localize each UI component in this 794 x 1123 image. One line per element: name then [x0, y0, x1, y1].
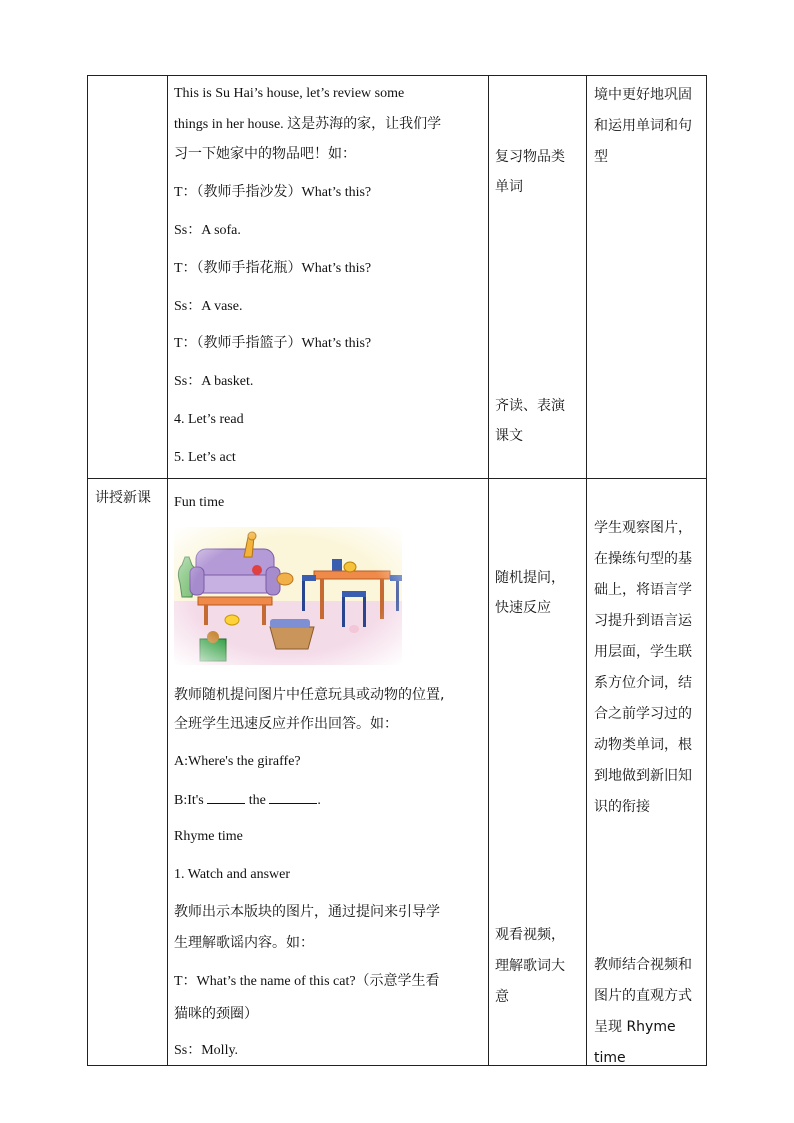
purpose-line: 境中更好地巩固: [594, 87, 692, 103]
rhyme-instruction-1: 教师出示本版块的图片，通过提问来引导学: [174, 904, 440, 920]
intro-line-3: 习一下她家中的物品吧！如：: [174, 147, 356, 162]
activity-line: 快速反应: [495, 600, 551, 616]
purpose-line: 础上，将语言学: [594, 582, 692, 598]
activity-line: 课文: [495, 428, 523, 444]
dialog-line: Ss：A sofa.: [174, 223, 241, 238]
col-divider-3: [586, 75, 587, 1065]
purpose-line: 合之前学习过的: [594, 706, 692, 722]
purpose-line: 在操练句型的基: [594, 551, 692, 567]
col-divider-2: [488, 75, 489, 1065]
dialog-line: T：（教师手指篮子）What’s this?: [174, 336, 372, 351]
row1-content: [174, 80, 482, 475]
purpose-line: 习提升到语言运: [594, 613, 692, 629]
qa-answer-start: B:It's: [174, 793, 204, 808]
answer-blank-2: [269, 792, 317, 804]
rhyme-instruction-2: 生理解歌谣内容。如：: [174, 935, 314, 951]
row1-activity-1: [495, 142, 585, 202]
purpose-line: 系方位介词，结: [594, 675, 692, 691]
watch-and-answer: 1. Watch and answer: [174, 867, 291, 882]
col-divider-0: [87, 75, 88, 1065]
activity-line: 观看视频，: [495, 927, 565, 943]
row2-purpose-1: [594, 513, 706, 823]
answer-blank-1: [207, 792, 245, 804]
row-divider: [87, 478, 707, 479]
rhyme-question-2: 猫咪的颈圈）: [174, 1006, 258, 1022]
rhyme-question-1: T：What’s the name of this cat?（示意学生看: [174, 974, 440, 989]
dialog-line: T：（教师手指花瓶）What’s this?: [174, 261, 372, 276]
rhyme-time-heading: Rhyme time: [174, 829, 243, 844]
activity-line: 意: [495, 989, 509, 1005]
col-divider-4: [706, 75, 707, 1065]
fun-time-heading: Fun time: [174, 495, 225, 510]
instruction-line-1: 教师随机提问图片中任意玩具或动物的位置,: [174, 687, 445, 703]
qa-answer-mid: the: [248, 793, 266, 808]
purpose-line: 用层面，学生联: [594, 644, 692, 660]
purpose-line: 教师结合视频和: [594, 957, 692, 973]
intro-line-1: This is Su Hai’s house, let’s review some: [174, 86, 405, 101]
step-act: 5. Let’s act: [174, 450, 236, 465]
purpose-line: 到地做到新旧知: [594, 768, 692, 784]
dialog-line: Ss：A vase.: [174, 299, 243, 314]
purpose-line: 学生观察图片，: [594, 520, 692, 536]
living-room-illustration: [174, 527, 402, 665]
illustration-fade: [174, 527, 402, 665]
row2-activity-1: [495, 563, 585, 623]
purpose-line: 呈现 Rhyme time: [594, 1019, 676, 1066]
activity-line: 单词: [495, 179, 523, 195]
qa-question: A:Where's the giraffe?: [174, 754, 301, 769]
stage-label: 讲授新课: [95, 490, 151, 506]
activity-line: 复习物品类: [495, 149, 565, 165]
activity-line: 理解歌词大: [495, 958, 565, 974]
dialog-line: Ss：A basket.: [174, 374, 254, 389]
row2-purpose-2: [594, 950, 706, 1074]
step-read: 4. Let’s read: [174, 412, 244, 427]
dialog-line: T：（教师手指沙发）What’s this?: [174, 185, 372, 200]
rhyme-answer: Ss：Molly.: [174, 1043, 239, 1058]
purpose-line: 动物类单词，根: [594, 737, 692, 753]
intro-line-2: things in her house. 这是苏海的家，让我们学: [174, 117, 442, 132]
purpose-line: 和运用单词和句: [594, 118, 692, 134]
purpose-line: 型: [594, 149, 608, 165]
col-divider-1: [167, 75, 168, 1065]
activity-line: 齐读、表演: [495, 398, 565, 414]
row2-activity-2: [495, 920, 585, 1013]
purpose-line: 识的衔接: [594, 799, 650, 815]
activity-line: 随机提问，: [495, 570, 565, 586]
table-border-top: [87, 75, 707, 76]
row1-purpose: [594, 80, 706, 173]
instruction-line-2: 全班学生迅速反应并作出回答。如：: [174, 716, 398, 732]
row1-activity-2: [495, 391, 585, 451]
qa-answer: B:It's the .: [174, 793, 321, 808]
purpose-line: 图片的直观方式: [594, 988, 692, 1004]
